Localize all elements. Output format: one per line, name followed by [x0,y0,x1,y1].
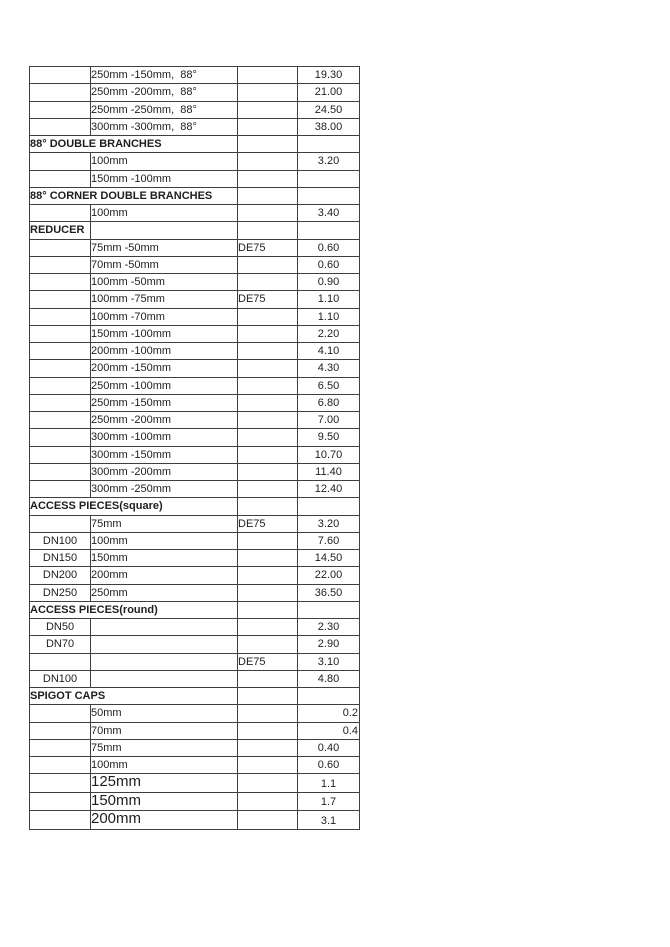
cell-price: 22.00 [298,567,360,584]
cell-dn-code [30,291,91,308]
cell-price: 11.40 [298,463,360,480]
cell-size: 100mm -70mm [91,308,238,325]
cell-size: 150mm [91,550,238,567]
cell-price: 2.30 [298,619,360,636]
section-header-label: 88° DOUBLE BRANCHES [30,136,238,153]
table-row [30,412,360,429]
cell-dn-code [30,343,91,360]
section-header-row [30,498,360,515]
cell-price [298,187,360,204]
cell-size: 100mm -50mm [91,274,238,291]
cell-price: 6.50 [298,377,360,394]
table-row [30,153,360,170]
cell-dn-code [30,84,91,101]
section-header-label: REDUCER [30,222,91,239]
cell-de-marker [238,567,298,584]
cell-de-marker [238,101,298,118]
cell-de [238,187,298,204]
cell-price: 2.90 [298,636,360,653]
table-row [30,619,360,636]
cell-de-marker: DE75 [238,653,298,670]
table-row [30,567,360,584]
cell-de-marker [238,412,298,429]
cell-price: 0.90 [298,274,360,291]
table-row [30,481,360,498]
section-header-row [30,136,360,153]
table-row [30,343,360,360]
table-row [30,636,360,653]
cell-price: 4.80 [298,670,360,687]
cell-de-marker [238,118,298,135]
cell-size [91,653,238,670]
table-row [30,532,360,549]
cell-dn-code: DN200 [30,567,91,584]
cell-price: 1.10 [298,308,360,325]
cell-de-marker [238,170,298,187]
cell-de-marker [238,550,298,567]
cell-dn-code [30,412,91,429]
cell-price [298,136,360,153]
cell-price: 0.60 [298,256,360,273]
cell-de [238,601,298,618]
cell-dn-code [30,429,91,446]
cell-de-marker: DE75 [238,515,298,532]
cell-dn-code [30,308,91,325]
cell-price: 12.40 [298,481,360,498]
cell-de-marker [238,84,298,101]
cell-size: 50mm [91,705,238,722]
cell-de-marker [238,792,298,811]
cell-price [298,222,360,239]
cell-dn-code [30,463,91,480]
cell-price: 7.60 [298,532,360,549]
cell-price: 4.30 [298,360,360,377]
table-row [30,670,360,687]
cell-size: 300mm -100mm [91,429,238,446]
cell-de-marker [238,343,298,360]
table-row [30,774,360,793]
cell-dn-code [30,515,91,532]
cell-de-marker [238,325,298,342]
cell-size: 70mm -50mm [91,256,238,273]
cell-price: 0.4 [298,722,360,739]
cell-size [91,222,238,239]
cell-size: 150mm -100mm [91,325,238,342]
cell-de-marker [238,394,298,411]
table-row [30,653,360,670]
cell-size: 250mm -150mm [91,394,238,411]
cell-dn-code [30,118,91,135]
cell-dn-code [30,325,91,342]
cell-size: 200mm [91,811,238,830]
cell-price [298,601,360,618]
cell-size: 150mm [91,792,238,811]
cell-de-marker [238,67,298,84]
section-header-label: ACCESS PIECES(square) [30,498,238,515]
cell-de-marker [238,584,298,601]
cell-dn-code [30,446,91,463]
table-row [30,256,360,273]
cell-de-marker: DE75 [238,291,298,308]
cell-price [298,498,360,515]
cell-dn-code: DN150 [30,550,91,567]
cell-de [238,498,298,515]
cell-price: 7.00 [298,412,360,429]
cell-de-marker [238,481,298,498]
cell-dn-code [30,394,91,411]
cell-size: 100mm [91,532,238,549]
cell-size [91,670,238,687]
cell-dn-code [30,205,91,222]
cell-de-marker [238,377,298,394]
section-header-label: ACCESS PIECES(round) [30,601,238,618]
cell-de-marker [238,446,298,463]
cell-price: 0.40 [298,739,360,756]
cell-de-marker [238,274,298,291]
cell-price: 1.7 [298,792,360,811]
cell-de-marker [238,256,298,273]
cell-dn-code [30,722,91,739]
cell-size: 250mm -250mm, 88° [91,101,238,118]
cell-size: 300mm -150mm [91,446,238,463]
cell-dn-code [30,377,91,394]
table-row [30,792,360,811]
cell-de-marker [238,774,298,793]
cell-de [238,222,298,239]
cell-price: 38.00 [298,118,360,135]
cell-size: 300mm -250mm [91,481,238,498]
cell-price: 9.50 [298,429,360,446]
cell-dn-code [30,67,91,84]
cell-price: 3.20 [298,515,360,532]
cell-dn-code [30,274,91,291]
table-row [30,377,360,394]
table-row [30,101,360,118]
cell-dn-code [30,170,91,187]
cell-price: 0.60 [298,239,360,256]
cell-dn-code: DN70 [30,636,91,653]
cell-price: 4.10 [298,343,360,360]
cell-dn-code: DN100 [30,532,91,549]
cell-dn-code [30,757,91,774]
cell-price: 19.30 [298,67,360,84]
cell-de [238,688,298,705]
cell-price: 3.1 [298,811,360,830]
table-row [30,67,360,84]
cell-size: 75mm [91,515,238,532]
table-row [30,550,360,567]
cell-size: 250mm -100mm [91,377,238,394]
table-row [30,274,360,291]
cell-price: 1.10 [298,291,360,308]
cell-dn-code [30,774,91,793]
price-table [29,66,360,830]
cell-size: 300mm -200mm [91,463,238,480]
cell-de-marker [238,811,298,830]
table-row [30,584,360,601]
cell-dn-code: DN50 [30,619,91,636]
cell-price: 14.50 [298,550,360,567]
cell-size: 100mm [91,757,238,774]
cell-size: 200mm -150mm [91,360,238,377]
table-row [30,739,360,756]
table-row [30,811,360,830]
cell-de-marker [238,153,298,170]
cell-price: 0.60 [298,757,360,774]
cell-price: 24.50 [298,101,360,118]
table-row [30,394,360,411]
table-row [30,705,360,722]
cell-size: 200mm -100mm [91,343,238,360]
cell-size: 100mm [91,205,238,222]
table-row [30,84,360,101]
cell-dn-code [30,481,91,498]
section-header-row [30,222,360,239]
cell-size: 250mm -150mm, 88° [91,67,238,84]
cell-price: 36.50 [298,584,360,601]
cell-price: 0.2 [298,705,360,722]
cell-dn-code [30,739,91,756]
cell-size: 100mm [91,153,238,170]
cell-price: 10.70 [298,446,360,463]
table-row [30,291,360,308]
table-row [30,325,360,342]
cell-dn-code [30,239,91,256]
section-header-label: 88° CORNER DOUBLE BRANCHES [30,187,238,204]
table-row [30,722,360,739]
cell-de-marker [238,636,298,653]
cell-price: 3.40 [298,205,360,222]
cell-price: 21.00 [298,84,360,101]
cell-size: 250mm [91,584,238,601]
cell-de-marker [238,670,298,687]
cell-de-marker [238,205,298,222]
cell-price: 3.20 [298,153,360,170]
table-row [30,463,360,480]
cell-size: 70mm [91,722,238,739]
cell-price: 2.20 [298,325,360,342]
cell-size: 125mm [91,774,238,793]
cell-de-marker: DE75 [238,239,298,256]
cell-size [91,636,238,653]
cell-de-marker [238,360,298,377]
cell-de-marker [238,308,298,325]
cell-size [91,619,238,636]
cell-dn-code [30,811,91,830]
table-row [30,429,360,446]
table-row [30,757,360,774]
price-table-body [30,67,360,830]
table-row [30,446,360,463]
cell-dn-code [30,360,91,377]
cell-size: 75mm -50mm [91,239,238,256]
table-row [30,239,360,256]
cell-dn-code [30,705,91,722]
cell-de-marker [238,739,298,756]
cell-size: 200mm [91,567,238,584]
cell-price: 1.1 [298,774,360,793]
cell-dn-code [30,792,91,811]
table-row [30,118,360,135]
cell-size: 250mm -200mm [91,412,238,429]
cell-dn-code: DN100 [30,670,91,687]
table-row [30,170,360,187]
cell-dn-code [30,653,91,670]
cell-dn-code [30,256,91,273]
section-header-row [30,187,360,204]
cell-price: 3.10 [298,653,360,670]
cell-de-marker [238,532,298,549]
cell-size: 150mm -100mm [91,170,238,187]
cell-size: 300mm -300mm, 88° [91,118,238,135]
section-header-label: SPIGOT CAPS [30,688,238,705]
cell-de [238,136,298,153]
table-row [30,360,360,377]
cell-price [298,170,360,187]
cell-size: 75mm [91,739,238,756]
cell-size: 100mm -75mm [91,291,238,308]
cell-dn-code: DN250 [30,584,91,601]
cell-price [298,688,360,705]
table-row [30,515,360,532]
cell-de-marker [238,757,298,774]
section-header-row [30,601,360,618]
cell-de-marker [238,705,298,722]
cell-dn-code [30,153,91,170]
cell-de-marker [238,463,298,480]
cell-de-marker [238,429,298,446]
section-header-row [30,688,360,705]
table-row [30,205,360,222]
cell-size: 250mm -200mm, 88° [91,84,238,101]
cell-price: 6.80 [298,394,360,411]
cell-de-marker [238,619,298,636]
cell-dn-code [30,101,91,118]
table-row [30,308,360,325]
cell-de-marker [238,722,298,739]
